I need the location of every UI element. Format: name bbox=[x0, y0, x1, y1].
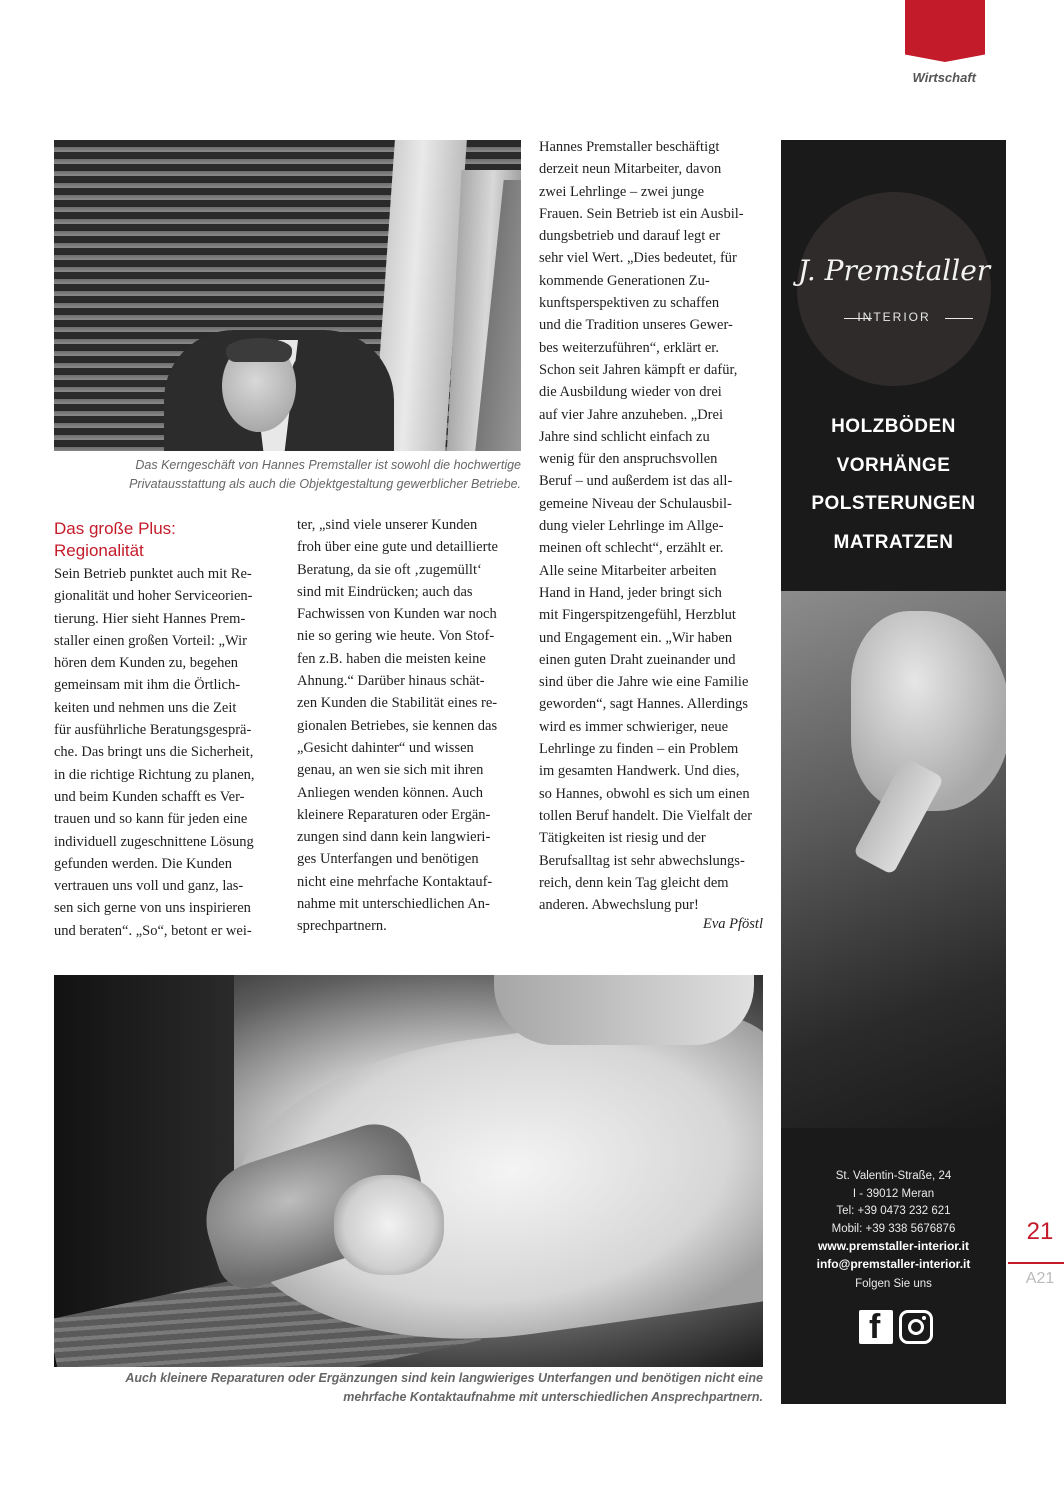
product-item: VORHÄNGE bbox=[836, 454, 951, 476]
article-column-1: Sein Betrieb punktet auch mit Re- gionalität und hoher Serviceorien- tierung. Hier sieht Hannes Prem- staller einen großen Vorteil: „Wir hören dem Kunden zu, begehen gemeinsam mit ihm die Örtlich- keiten und nehmen uns die Zeit für ausführliche Beratungsgesprä- che. Das bringt uns die Sicherheit, in die richtige Richtung zu planen, und beim Kunden schafft es Ver- trauen und so kann für jeden eine individuell zugeschnittene Lösung gefunden werden. Die Kunden vertrauen uns voll und ganz, las- sen sich gerne von uns inspirieren und beraten“. „So“, betont er wei- bbox=[54, 566, 255, 939]
email-link[interactable]: info@premstaller-interior.it bbox=[816, 1256, 971, 1271]
page-code: A21 bbox=[1025, 1270, 1055, 1287]
product-item: HOLZBÖDEN bbox=[831, 416, 956, 437]
phone: Tel: +39 0473 232 621 bbox=[836, 1205, 951, 1218]
product-item: MATRATZEN bbox=[833, 531, 954, 553]
photo-upholstery-hands bbox=[54, 975, 763, 1367]
logo-script: J. Premstaller bbox=[797, 254, 991, 287]
subheading: Das große Plus: Regionalität bbox=[54, 519, 176, 560]
follow-label: Folgen Sie uns bbox=[855, 1278, 932, 1290]
contact-block bbox=[781, 1168, 1006, 1274]
website-link[interactable]: www.premstaller-interior.it bbox=[818, 1239, 969, 1254]
section-label: Wirtschaft bbox=[912, 70, 976, 85]
page-number-rule bbox=[1008, 1262, 1064, 1264]
address-city: I - 39012 Meran bbox=[852, 1187, 935, 1200]
social-icons bbox=[859, 1310, 939, 1346]
instagram-icon[interactable] bbox=[899, 1310, 933, 1344]
photo-caption-top: Das Kerngeschäft von Hannes Premstaller ist sowohl die hochwertige Privatausstattung als auch die Objektgestaltung gewerblicher Betriebe. bbox=[129, 458, 521, 491]
facebook-icon[interactable]: f bbox=[859, 1310, 893, 1344]
article-column-2: ter, „sind viele unserer Kunden froh über eine gute und detaillierte Beratung, da sie oft ‚zugemüllt‘ sind mit Eindrücken; auch das Fachwissen von Kunden war noch nie so gering wie heute. Von Stof- fen z.B. haben die meisten keine Ahnung.“ Darüber hinaus schät- zen Kunden die Stabilität eines re- gionalen Betriebes, sie kennen das „Gesicht dahinter“ und wissen genau, an wen sie sich mit ihren Anliegen wenden können. Auch kleinere Reparaturen oder Ergän- zungen sind dann kein langwieri- ges Unterfangen und benötigen nicht eine mehrfache Kontaktauf- nahme mit unterschiedlichen An- sprechpartnern. bbox=[297, 517, 498, 935]
product-list bbox=[781, 408, 1006, 562]
section-tab-marker bbox=[905, 0, 985, 62]
ad-photo-hand-tool bbox=[781, 591, 1006, 1128]
photo-premstaller-portrait bbox=[54, 140, 521, 451]
article-column-3: Hannes Premstaller beschäftigt derzeit neun Mitarbeiter, davon zwei Lehrlinge – zwei junge Frauen. Sein Betrieb ist ein Ausbil- dungsbetrieb und darauf legt er sehr viel Wert. „Dies bedeutet, für kommende Generationen Zu- kunftsperspektiven zu schaffen und die Tradition unseres Gewer- bes weiterzuführen“, erklärt er. Schon seit Jahren kämpft er dafür, die Ausbildung wieder von drei auf vier Jahre anzuheben. „Drei Jahre sind schlicht einfach zu wenig für den anspruchsvollen Beruf – und außerdem ist das all- gemeine Niveau der Schulausbil- dung vieler Lehrlinge im Allge- meinen oft schlecht“, erzählt er. Alle seine Mitarbeiter arbeiten Hand in Hand, jeder bringt sich mit Fingerspitzengefühl, Herzblut und Engagement ein. „Wir haben einen guten Draht zueinander und sind über die Jahre wie eine Familie geworden“, sagt Hannes. Allerdings wird es immer schwieriger, neue Lehrlinge zu finden – ein Problem im gesamten Handwerk. Und dies, so Hannes, obwohl es sich um einen tollen Beruf handelt. Die Vielfalt der Tätigkeiten ist riesig und der Berufsalltag ist sehr abwechslungs- reich, denn kein Tag gleicht dem anderen. Abwechslung pur! bbox=[539, 139, 753, 914]
mobile: Mobil: +39 338 5676876 bbox=[831, 1222, 956, 1235]
product-item: POLSTERUNGEN bbox=[811, 493, 976, 514]
author-byline: Eva Pföstl bbox=[702, 916, 763, 932]
address-street: St. Valentin-Straße, 24 bbox=[835, 1170, 952, 1182]
page-number: 21 bbox=[1026, 1218, 1054, 1245]
premstaller-logo bbox=[797, 192, 991, 386]
photo-caption-bottom: Auch kleinere Reparaturen oder Ergänzungen sind kein langwieriges Unterfangen und benötigen nicht eine mehrfache Kontaktaufnahme mit unterschiedlichen Ansprechpartnern. bbox=[125, 1371, 763, 1404]
advertisement-sidebar bbox=[781, 140, 1006, 1404]
logo-sub: INTERIOR bbox=[857, 310, 931, 324]
